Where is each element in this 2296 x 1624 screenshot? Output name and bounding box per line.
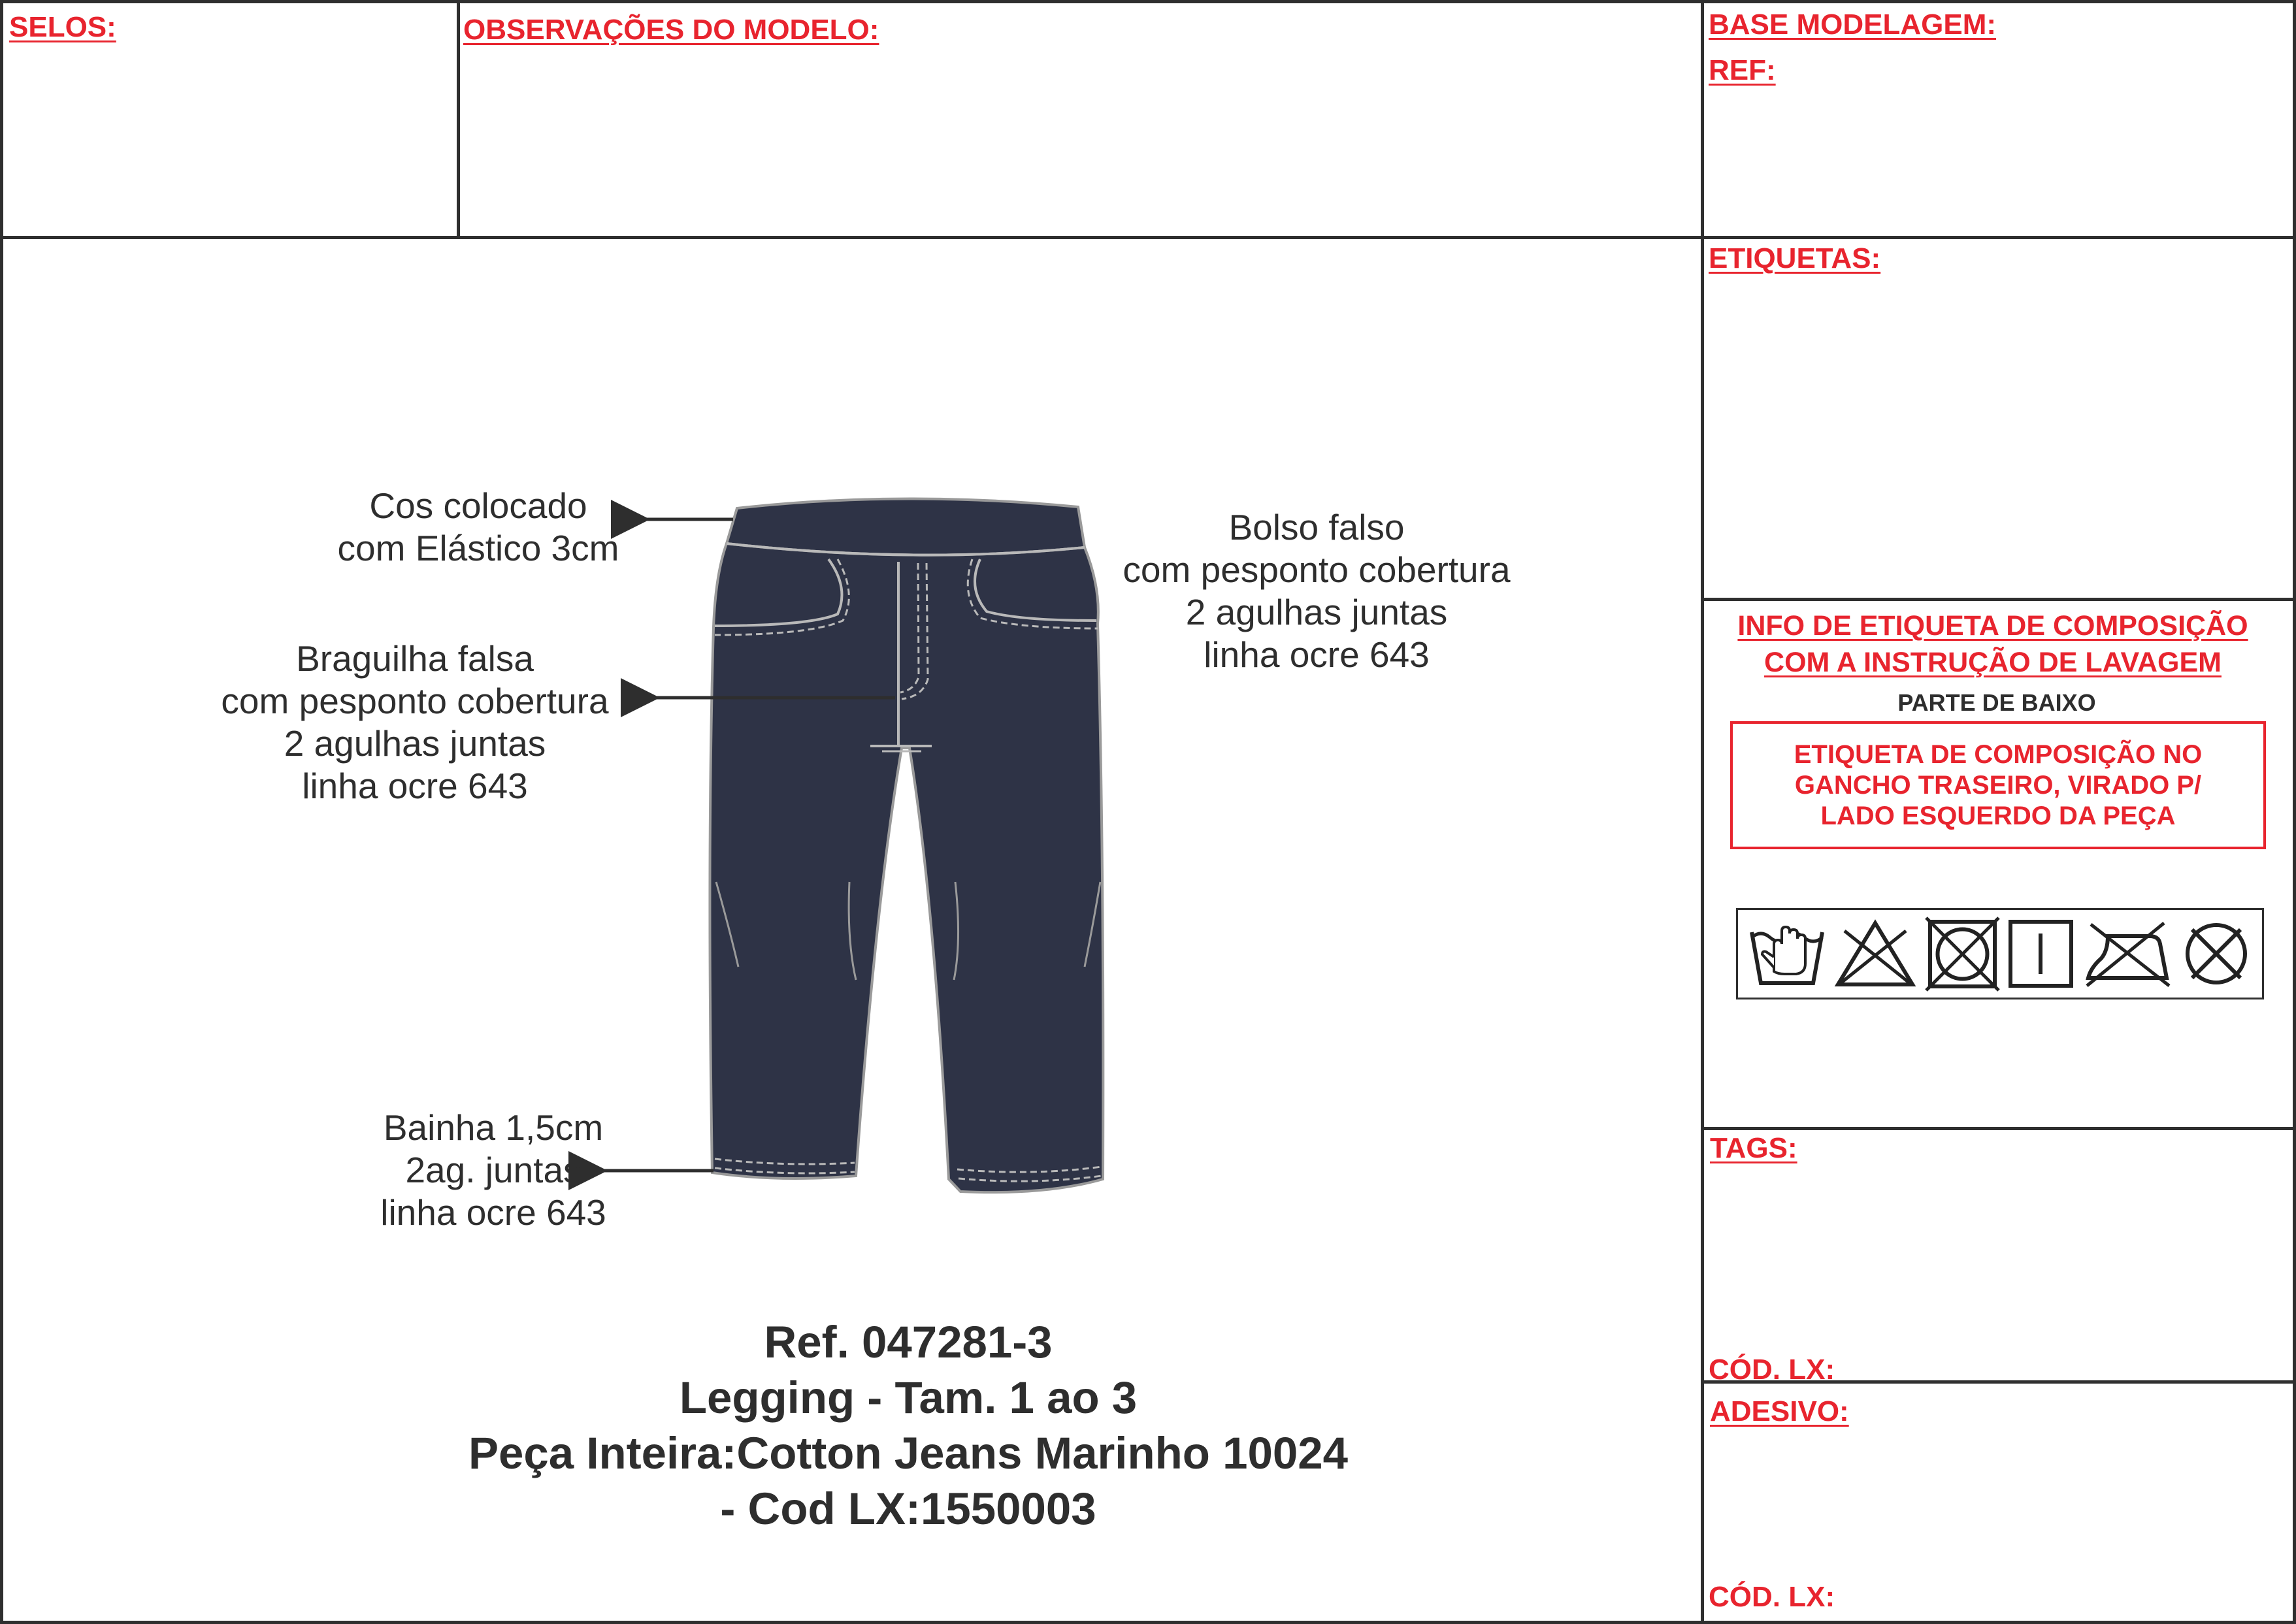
annotation-line: com Elástico 3cm	[337, 528, 619, 568]
ref-header: REF:	[1709, 54, 1776, 86]
etiquetas-header: ETIQUETAS:	[1709, 242, 1881, 274]
product-name: Legging - Tam. 1 ao 3	[679, 1372, 1138, 1423]
tags-header: TAGS:	[1710, 1132, 1797, 1164]
annotation-line: Bainha 1,5cm	[383, 1107, 604, 1148]
no-bleach-icon	[1833, 918, 1918, 990]
annotation-line: com pesponto cobertura	[221, 681, 609, 721]
hand-wash-icon	[1748, 918, 1826, 990]
product-cod-lx: - Cod LX:1550003	[720, 1484, 1096, 1534]
cod-lx-tags-label: CÓD. LX:	[1709, 1354, 1835, 1386]
annotation-bainha	[346, 1107, 640, 1234]
product-title-block	[392, 1314, 1424, 1536]
legging-pants	[710, 498, 1103, 1192]
annotation-line: Bolso falso	[1228, 507, 1405, 547]
section-label: PARTE DE BAIXO	[1897, 689, 2096, 716]
cod-lx-adesivo-label: CÓD. LX:	[1709, 1581, 1835, 1613]
divider-etiquetas	[1701, 598, 2296, 601]
composition-label-box	[1730, 721, 2266, 849]
annotation-line: Braguilha falsa	[296, 638, 534, 679]
no-dry-clean-icon	[2180, 918, 2252, 990]
annotation-line: 2 agulhas juntas	[284, 723, 546, 764]
annotation-line: Cos colocado	[369, 485, 587, 526]
observacoes-header: OBSERVAÇÕES DO MODELO:	[463, 14, 879, 46]
annotation-braguilha	[196, 638, 634, 807]
annotation-cos	[315, 485, 642, 570]
line-dry-icon	[2007, 918, 2075, 990]
annotation-line: linha ocre 643	[1204, 634, 1430, 675]
adesivo-header: ADESIVO:	[1710, 1395, 1849, 1427]
annotation-line: linha ocre 643	[380, 1192, 606, 1233]
selos-header: SELOS:	[9, 11, 116, 43]
composition-line: ETIQUETA DE COMPOSIÇÃO NO	[1794, 739, 2203, 769]
annotation-line: 2 agulhas juntas	[1185, 592, 1448, 632]
divider-tags	[1701, 1127, 2296, 1130]
care-symbols-strip	[1736, 908, 2264, 999]
border-bottom	[0, 1621, 2296, 1624]
product-material: Peça Inteira:Cotton Jeans Marinho 10024	[468, 1428, 1348, 1478]
composition-line: LADO ESQUERDO DA PEÇA	[1820, 801, 2176, 830]
annotation-bolso	[1098, 506, 1535, 676]
no-iron-icon	[2082, 918, 2173, 990]
annotation-line: linha ocre 643	[302, 766, 528, 806]
composition-line: GANCHO TRASEIRO, VIRADO P/	[1794, 770, 2202, 800]
base-modelagem-header: BASE MODELAGEM:	[1709, 8, 1996, 41]
no-tumble-dry-icon	[1925, 917, 2000, 992]
annotation-line: 2ag. juntas	[405, 1150, 582, 1190]
info-etiqueta-header: INFO DE ETIQUETA DE COMPOSIÇÃO COM A INSTRUÇÃO DE LAVAGEM	[1737, 610, 2248, 678]
annotation-line: com pesponto cobertura	[1123, 549, 1511, 590]
product-ref: Ref. 047281-3	[764, 1317, 1053, 1367]
